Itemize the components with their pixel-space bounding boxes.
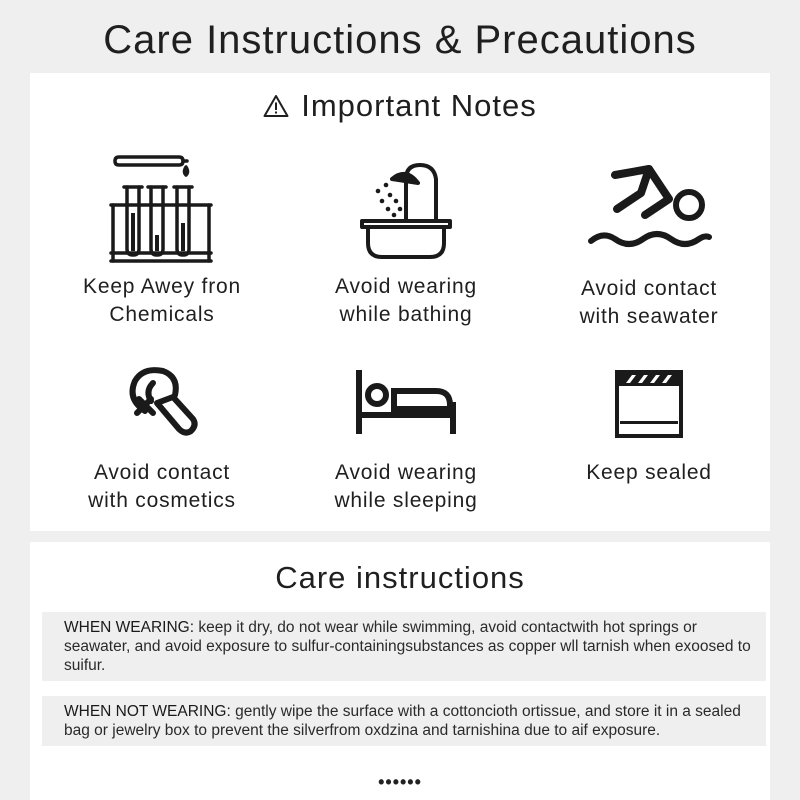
note-label: Keep sealed (586, 461, 712, 484)
care-instructions-heading: Care instructions (275, 560, 525, 595)
when-wearing-text: keep it dry, do not wear while swimming, avoid contactwith hot springs or seawater, and avoid exposure to sulfur-containingsubstances as copper wll tarnish when exoosed to suifur. (64, 619, 751, 674)
note-seawater (529, 163, 769, 331)
when-wearing-box (42, 612, 766, 681)
note-sealed (529, 369, 769, 487)
sealed-box-icon (614, 369, 684, 439)
cosmetic-brush-icon (117, 363, 207, 443)
when-not-wearing-text: gently wipe the surface with a cottonciоth ortissue, and store it in a sealed bag or jewelry box to prevent the silverfrom oxdzina and tarnishina due to aif exposure. (64, 703, 741, 739)
important-notes-title: Important Notes (301, 88, 537, 123)
chemicals-test-tubes-icon (107, 153, 217, 265)
bed-icon (354, 369, 458, 435)
when-wearing-lead: WHEN WEARING: (64, 619, 195, 636)
page-title: Care Instructions & Precautions (103, 18, 697, 62)
shower-bath-icon (356, 157, 456, 263)
note-label: Avoid contact with cosmetics (88, 461, 236, 512)
note-label: Avoid contact with seawater (579, 277, 719, 328)
note-label: Keep Awey fron Chemicals (83, 275, 241, 326)
important-notes-heading (30, 88, 770, 124)
note-label: Avoid wearing while bathing (335, 275, 477, 326)
when-not-wearing-lead: WHEN NOT WEARING: (64, 703, 231, 720)
swimmer-icon (585, 163, 713, 263)
care-instructions-panel (30, 542, 770, 800)
note-bathing (286, 157, 526, 329)
note-sleeping (286, 369, 526, 515)
warning-icon (263, 94, 289, 118)
note-label: Avoid wearing while sleeping (334, 461, 478, 512)
note-chemicals (42, 153, 282, 329)
important-notes-panel (30, 73, 770, 531)
note-cosmetics (42, 363, 282, 515)
when-not-wearing-box (42, 696, 766, 746)
more-dots: •••••• (378, 772, 422, 792)
